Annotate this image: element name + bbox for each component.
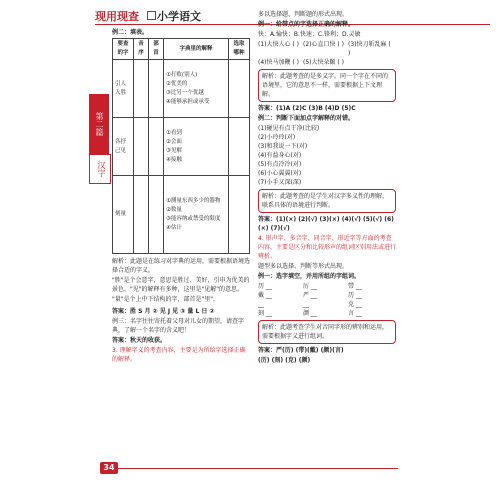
left-column xyxy=(112,28,250,365)
table-row xyxy=(113,60,250,118)
list-item: 刻 __ xyxy=(258,310,272,317)
analysis-box xyxy=(258,69,396,102)
definition: ①看到 xyxy=(166,129,182,136)
options-text: 快：A.愉快；B.快速；C.锋利；D.灵敏 xyxy=(258,31,361,38)
analysis-box xyxy=(258,320,396,344)
header-square-icon xyxy=(147,11,156,20)
list-item: 历 __ xyxy=(258,283,272,290)
definition: ②优美的 xyxy=(166,80,188,87)
table-header: 要查的字 xyxy=(113,39,134,60)
intro-text: 多以选择题、判断题的形式出现。 xyxy=(258,11,349,18)
table-header: 选取哪种 xyxy=(229,39,250,60)
definition: ④能够承担或承受 xyxy=(166,98,210,105)
list-item: 历 __ xyxy=(348,292,362,299)
header-subtitle: 小学语文 xyxy=(157,10,201,23)
footer-divider xyxy=(118,468,398,469)
list-item: (4)快马加鞭 ( ) xyxy=(258,59,299,66)
list-item: 厉 __ xyxy=(303,283,317,290)
answer-text: 答案：(1)(×) (2)(√) (3)(×) (4)(√) (5)(√) (6)(×) (7)(√) xyxy=(258,216,394,232)
answer-text: 答案：(1)A (2)C (3)B (4)D (5)C xyxy=(258,105,356,112)
answer-text: (历) (刻) (克) (颜) xyxy=(258,357,311,364)
table-cell-word: 引人入胜 xyxy=(113,60,134,118)
list-item: (7)小手又深(深) xyxy=(258,179,302,186)
point-text: 3. 理解字义的考查内容，主要是为所给字选择正确的解释。 xyxy=(112,347,246,363)
definition: ④接触 xyxy=(166,156,182,163)
fill-grid xyxy=(258,282,396,318)
table-header-row xyxy=(113,39,250,60)
answer-text: 答案：严(历) (带)(戴) (颜)(言) xyxy=(258,347,344,354)
list-item: __ xyxy=(258,301,264,308)
list-item: 严 __ xyxy=(303,292,317,299)
types-text: 题型多以选择、判断等形式出现。 xyxy=(258,263,349,270)
list-item: (2)小玲玲(对) xyxy=(258,134,296,141)
list-item: (4)有益身心(对) xyxy=(258,152,302,159)
analysis-text: "胜"是个会意字，意思是胜过、美好，引申为优美的景色。"见"的解释有多种，这里是"见解"的意思。 xyxy=(112,277,250,293)
list-item: (1)大快人心 ( ) xyxy=(258,41,299,48)
table-header: 字典里的解释 xyxy=(164,39,229,60)
table-cell-defs xyxy=(164,176,229,254)
list-item: (3)快刀斩乱麻 ( ) xyxy=(348,41,391,57)
table-cell-defs xyxy=(164,60,229,118)
answer-text: 答案：秋天的收获。 xyxy=(112,337,167,344)
list-item: 戴 __ xyxy=(258,292,272,299)
table-cell-defs xyxy=(164,118,229,176)
table-row xyxy=(113,118,250,176)
answer-text: 答案：胜 S 月 ② 见 J 见 ③ 量 L 日 ② xyxy=(112,308,215,315)
example-3-text: 例三：名字往往寄托着父母对儿女的期望，请查字典，了解一个名字的含义吧！ xyxy=(112,318,245,334)
list-item: (5)有点冷冷(对) xyxy=(258,161,302,168)
list-item: (6)小心翼翼(对) xyxy=(258,170,302,177)
table-header: 音序 xyxy=(134,39,149,60)
example-2-title: 例二：判断下面加点字解释的对错。 xyxy=(258,115,355,122)
list-item: (3)和我说一下(对) xyxy=(258,143,308,150)
table-header: 部首 xyxy=(149,39,164,60)
header-title: 现用现查 xyxy=(95,10,139,23)
definition: ①测量东西多少的器物 xyxy=(166,197,221,204)
table-cell-word: 各抒己见 xyxy=(113,118,134,176)
example-1b-title: 例一：选字填空，并用所组的字组词。 xyxy=(258,273,361,280)
definition: ③能容纳或禁受的限度 xyxy=(166,215,221,222)
side-tab-chapter: 第二篇 xyxy=(89,94,109,154)
list-item: (2)心直口快 ( ) xyxy=(303,41,344,48)
analysis-text: 解析：此题考查的是学生对汉字多义性的理解，联系具体的语境进行判断。 xyxy=(262,193,389,209)
items-grid xyxy=(258,40,396,67)
page-number: 34 xyxy=(100,462,118,474)
definition: ③比另一个优越 xyxy=(166,89,204,96)
list-item: (1)碰见有点干净(比较) xyxy=(258,125,320,132)
side-tab-topic: 汉字 xyxy=(89,154,111,184)
list-item: 克 __ xyxy=(348,301,362,308)
analysis-text: 解析：此题考查学生对音同字形的辨别和运用，需要根据字义进行组词。 xyxy=(262,324,389,340)
right-column xyxy=(258,10,396,366)
table-row xyxy=(113,176,250,254)
analysis-text: 解析：此题是在练习对字典的运用，需要根据语境选择合适的字义。 xyxy=(112,258,251,274)
point-text: 4. 形声字、多音字、同音字、形近字等方面的考查内容，主要是区分和比较形声的组词区别用法或进行辨析。 xyxy=(258,235,397,260)
analysis-text: "量"是个上中下结构的字，部首是"里"， xyxy=(112,296,220,303)
list-item: 言 __ xyxy=(348,310,362,317)
judge-list xyxy=(258,124,396,187)
example-2-title: 例二：填表。 xyxy=(112,29,149,36)
definition: ①打败(别人) xyxy=(166,71,198,78)
definition: ④估计 xyxy=(166,224,182,231)
example-1-title: 例一：给带点的字选择正确的解释。 xyxy=(258,21,355,28)
list-item: __ xyxy=(303,301,309,308)
table-cell-word: 刻量 xyxy=(113,176,134,254)
definition: ③见解 xyxy=(166,147,182,154)
dictionary-table xyxy=(112,38,250,254)
definition: ②数量 xyxy=(166,206,182,213)
list-item: (5)大快朵颐 ( ) xyxy=(303,59,344,66)
analysis-text: 解析：此题考查的是多义字。同一个字在不同的语境里，它的意思不一样，需要根据上下文理解。 xyxy=(262,73,389,98)
definition: ②会面 xyxy=(166,138,182,145)
analysis-box xyxy=(258,189,396,213)
list-item: 带 __ xyxy=(348,283,362,290)
list-item: 颜 __ xyxy=(303,310,317,317)
